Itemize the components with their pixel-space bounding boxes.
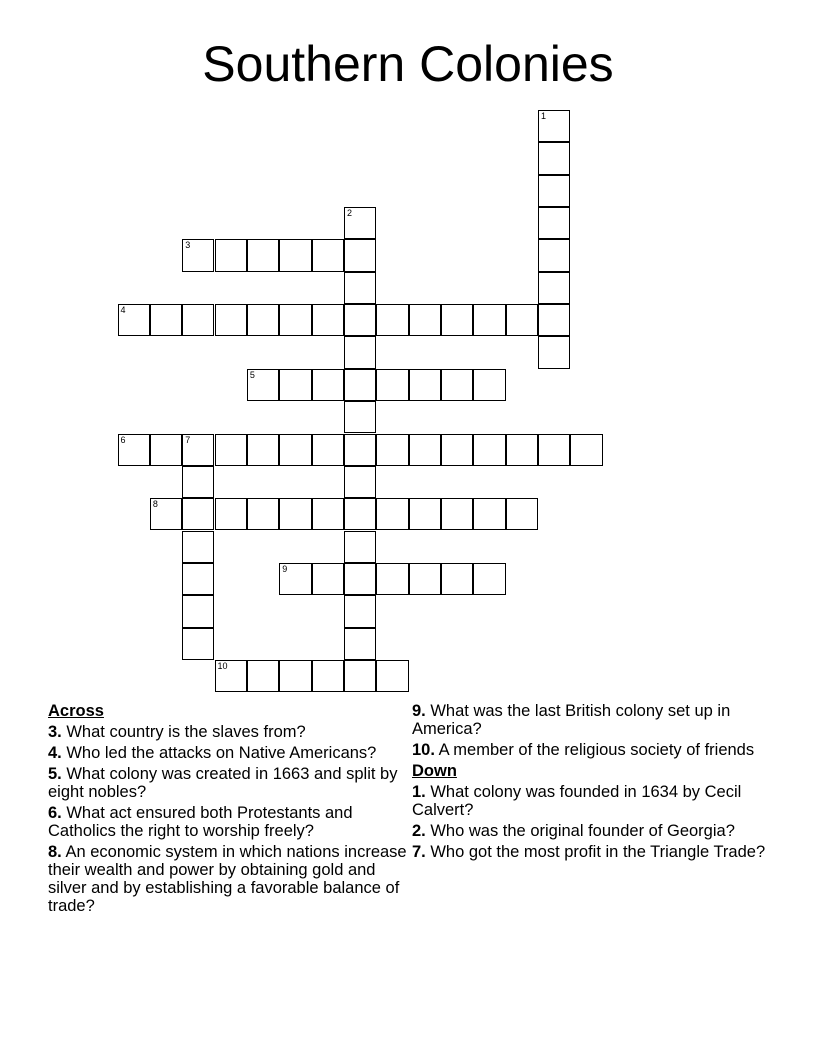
clue-number: 3. [48, 723, 62, 741]
clue-across-3 [48, 723, 408, 741]
cell-number: 2 [346, 208, 352, 219]
crossword-cell[interactable] [118, 304, 150, 336]
crossword-cell[interactable] [344, 628, 376, 660]
crossword-cell[interactable] [182, 434, 214, 466]
crossword-cell[interactable] [215, 660, 247, 692]
crossword-cell[interactable] [312, 434, 344, 466]
clue-number: 5. [48, 765, 62, 783]
crossword-cell[interactable] [409, 498, 441, 530]
crossword-cell[interactable] [441, 563, 473, 595]
crossword-cell[interactable] [182, 628, 214, 660]
crossword-cell[interactable] [247, 369, 279, 401]
crossword-cell[interactable] [441, 434, 473, 466]
clue-down-1 [412, 783, 772, 819]
crossword-cell[interactable] [150, 434, 182, 466]
crossword-cell[interactable] [376, 498, 408, 530]
crossword-cell[interactable] [215, 434, 247, 466]
crossword-cell[interactable] [376, 660, 408, 692]
cell-number: 3 [185, 240, 191, 251]
cell-number: 4 [120, 305, 126, 316]
crossword-cell[interactable] [247, 660, 279, 692]
crossword-cell[interactable] [506, 304, 538, 336]
clue-text: An economic system in which nations increase their wealth and power by obtaining gold and silver and by establishing a favorable balance of trade? [48, 843, 407, 915]
crossword-cell[interactable] [215, 239, 247, 271]
down-heading: Down [412, 762, 457, 780]
clue-number: 2. [412, 822, 426, 840]
crossword-cell[interactable] [215, 498, 247, 530]
crossword-cell[interactable] [312, 660, 344, 692]
crossword-cell[interactable] [538, 434, 570, 466]
crossword-cell[interactable] [473, 434, 505, 466]
crossword-cell[interactable] [344, 369, 376, 401]
crossword-cell[interactable] [344, 563, 376, 595]
crossword-cell[interactable] [473, 498, 505, 530]
crossword-cell[interactable] [279, 498, 311, 530]
clue-number: 7. [412, 843, 426, 861]
clue-number: 6. [48, 804, 62, 822]
clue-text: What country is the slaves from? [66, 723, 306, 741]
clue-text: What was the last British colony set up in America? [412, 702, 731, 738]
crossword-cell[interactable] [538, 304, 570, 336]
crossword-cell[interactable] [409, 304, 441, 336]
crossword-cell[interactable] [473, 304, 505, 336]
clue-text: Who led the attacks on Native Americans? [66, 744, 377, 762]
cell-number: 1 [541, 111, 547, 121]
crossword-cell[interactable] [409, 563, 441, 595]
clue-across-4 [48, 744, 408, 762]
crossword-cell[interactable] [441, 369, 473, 401]
clue-text: Who got the most profit in the Triangle Trade? [430, 843, 766, 861]
crossword-cell[interactable] [344, 336, 376, 368]
crossword-cell[interactable] [279, 369, 311, 401]
crossword-cell[interactable] [279, 563, 311, 595]
clue-across-6 [48, 804, 408, 840]
clue-text: Who was the original founder of Georgia? [430, 822, 735, 840]
crossword-cell[interactable] [279, 434, 311, 466]
clue-number: 8. [48, 843, 62, 861]
clue-down-7 [412, 843, 772, 861]
crossword-cell[interactable] [215, 304, 247, 336]
page-title: Southern Colonies [202, 36, 614, 92]
crossword-cell[interactable] [538, 110, 570, 142]
clue-text: What colony was created in 1663 and split by eight nobles? [48, 765, 398, 801]
clue-text: A member of the religious society of friends [438, 741, 755, 759]
crossword-cell[interactable] [182, 531, 214, 563]
crossword-cell[interactable] [182, 466, 214, 498]
crossword-cell[interactable] [182, 239, 214, 271]
crossword-cell[interactable] [182, 595, 214, 627]
crossword-cell[interactable] [538, 142, 570, 174]
crossword-cell[interactable] [312, 563, 344, 595]
crossword-cell[interactable] [312, 239, 344, 271]
clue-down-2 [412, 822, 772, 840]
crossword-cell[interactable] [182, 304, 214, 336]
crossword-cell[interactable] [376, 434, 408, 466]
crossword-cell[interactable] [182, 563, 214, 595]
crossword-cell[interactable] [344, 531, 376, 563]
clues-left-column [48, 702, 408, 918]
crossword-cell[interactable] [312, 369, 344, 401]
crossword-cell[interactable] [344, 595, 376, 627]
clue-text: What act ensured both Protestants and Catholics the right to worship freely? [48, 804, 353, 840]
crossword-cell[interactable] [538, 272, 570, 304]
crossword-cell[interactable] [150, 498, 182, 530]
crossword-cell[interactable] [344, 660, 376, 692]
crossword-cell[interactable] [538, 207, 570, 239]
crossword-cell[interactable] [150, 304, 182, 336]
crossword-cell[interactable] [312, 304, 344, 336]
clue-number: 9. [412, 702, 426, 720]
crossword-cell[interactable] [344, 401, 376, 433]
cell-number: 5 [249, 369, 255, 380]
crossword-cell[interactable] [441, 498, 473, 530]
crossword-cell[interactable] [247, 304, 279, 336]
crossword-cell[interactable] [344, 239, 376, 271]
crossword-cell[interactable] [118, 434, 150, 466]
crossword-cell[interactable] [279, 239, 311, 271]
crossword-cell[interactable] [473, 563, 505, 595]
crossword-cell[interactable] [344, 272, 376, 304]
across-heading: Across [48, 702, 104, 720]
clue-across-10 [412, 741, 772, 759]
crossword-cell[interactable] [538, 336, 570, 368]
cell-number: 6 [120, 434, 126, 445]
clue-number: 10. [412, 741, 435, 759]
crossword-cell[interactable] [538, 239, 570, 271]
cell-number: 8 [152, 499, 158, 510]
crossword-cell[interactable] [344, 304, 376, 336]
crossword-cell[interactable] [376, 304, 408, 336]
crossword-cell[interactable] [376, 563, 408, 595]
crossword-cell[interactable] [182, 498, 214, 530]
clue-number: 1. [412, 783, 426, 801]
crossword-cell[interactable] [247, 434, 279, 466]
crossword-cell[interactable] [409, 434, 441, 466]
clue-across-8 [48, 843, 408, 915]
crossword-cell[interactable] [376, 369, 408, 401]
clue-across-9 [412, 702, 772, 738]
crossword-cell[interactable] [279, 304, 311, 336]
crossword-cell[interactable] [409, 369, 441, 401]
crossword-cell[interactable] [506, 434, 538, 466]
crossword-cell[interactable] [473, 369, 505, 401]
cell-number: 9 [282, 563, 288, 574]
clue-across-5 [48, 765, 408, 801]
cell-number: 7 [185, 434, 191, 445]
crossword-cell[interactable] [247, 239, 279, 271]
crossword-cell[interactable] [441, 304, 473, 336]
cell-number: 10 [217, 660, 228, 671]
crossword-cell[interactable] [570, 434, 602, 466]
crossword-cell[interactable] [279, 660, 311, 692]
crossword-cell[interactable] [247, 498, 279, 530]
clue-text: What colony was founded in 1634 by Cecil Calvert? [412, 783, 742, 819]
crossword-cell[interactable] [312, 498, 344, 530]
crossword-cell[interactable] [344, 498, 376, 530]
crossword-cell[interactable] [344, 466, 376, 498]
clue-number: 4. [48, 744, 62, 762]
clues-right-column [412, 702, 772, 864]
crossword-cell[interactable] [538, 175, 570, 207]
crossword-cell[interactable] [344, 434, 376, 466]
crossword-cell[interactable] [506, 498, 538, 530]
crossword-cell[interactable] [344, 207, 376, 239]
